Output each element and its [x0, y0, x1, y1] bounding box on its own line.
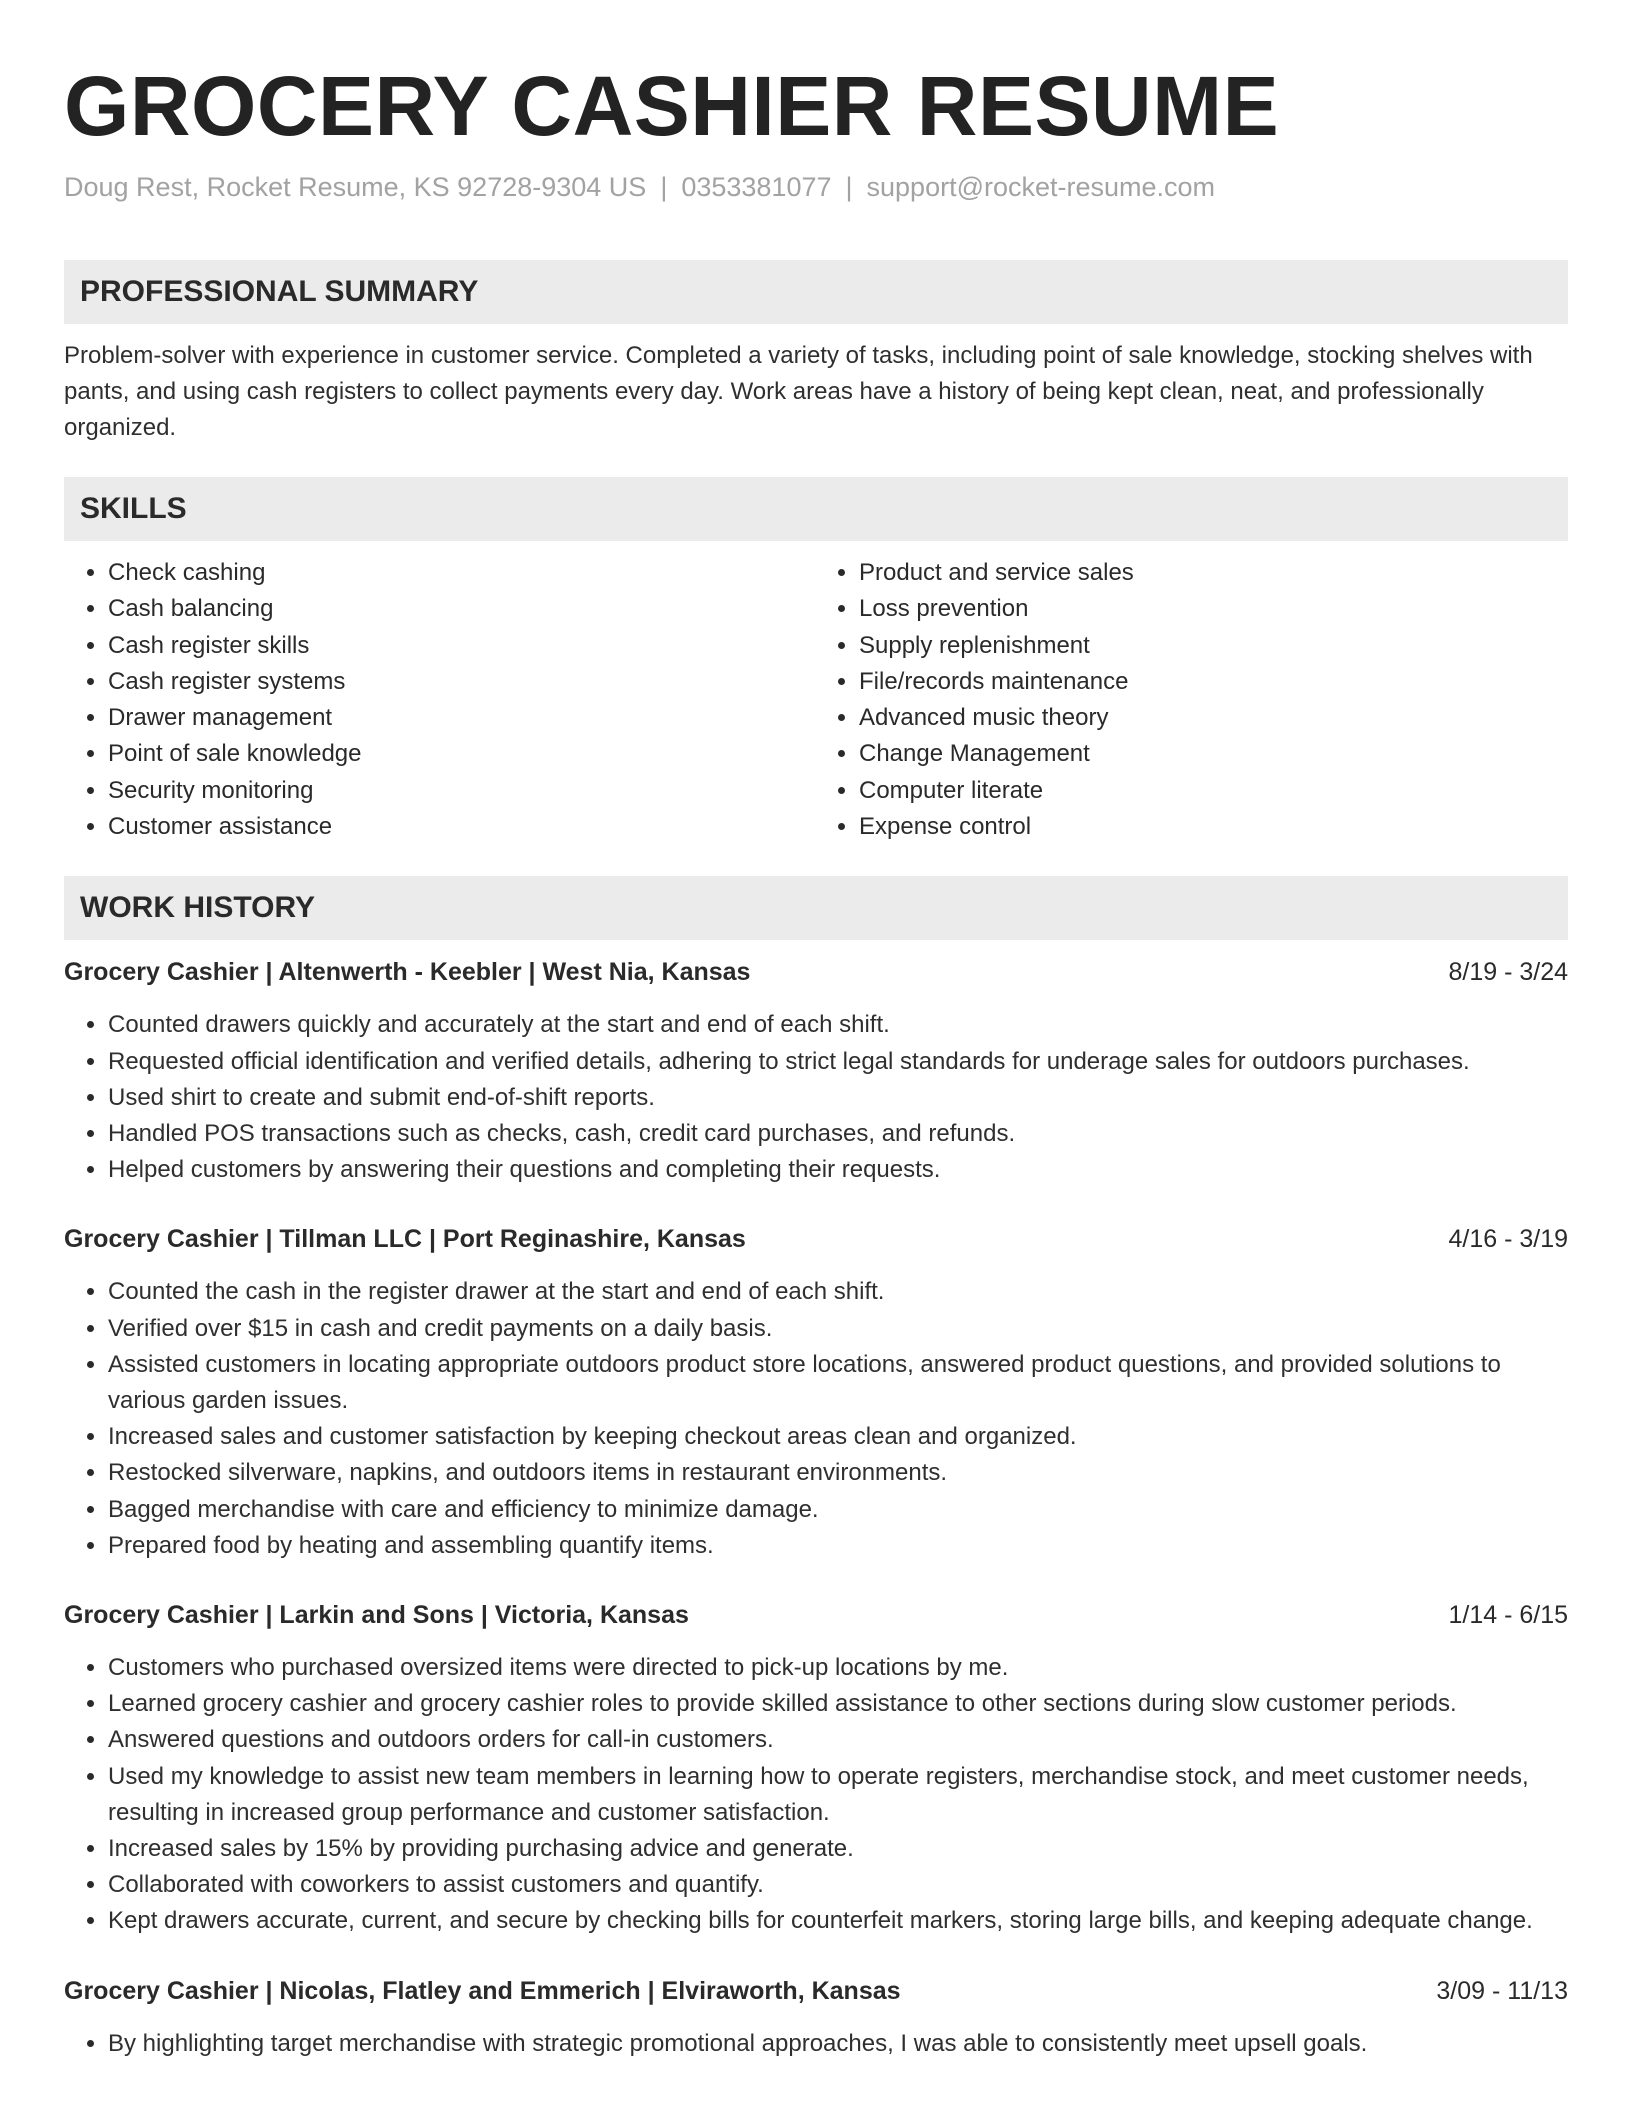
- job-bullet: • Assisted customers in locating appropriate outdoors product store locations, answered product questions, and provided solutions to various garden issues.: [108, 1347, 1568, 1419]
- job-title: Grocery Cashier | Altenwerth - Keebler | West Nia, Kansas: [64, 958, 751, 987]
- contact-phone: 0353381077: [681, 172, 832, 202]
- job-bullets: [64, 2026, 1568, 2062]
- job-bullet: • Customers who purchased oversized items were directed to pick-up locations by me.: [108, 1650, 1568, 1686]
- skill-item: • Computer literate: [859, 773, 1568, 809]
- job-bullet: • Counted drawers quickly and accurately at the start and end of each shift.: [108, 1007, 1568, 1043]
- job-bullet: • Verified over $15 in cash and credit payments on a daily basis.: [108, 1311, 1568, 1347]
- job-bullet: • Requested official identification and verified details, adhering to strict legal standards for underage sales for outdoors purchases.: [108, 1044, 1568, 1080]
- skill-item: • Expense control: [859, 809, 1568, 845]
- job-bullet: • Used shirt to create and submit end-of-shift reports.: [108, 1080, 1568, 1116]
- job-bullet: • Restocked silverware, napkins, and outdoors items in restaurant environments.: [108, 1455, 1568, 1491]
- job-header: [64, 1221, 1568, 1257]
- skill-item: • File/records maintenance: [859, 664, 1568, 700]
- job-entry: [64, 1597, 1568, 1940]
- skill-item: • Security monitoring: [108, 773, 817, 809]
- contact-address: Doug Rest, Rocket Resume, KS 92728-9304 US: [64, 172, 647, 202]
- skill-item: • Check cashing: [108, 555, 817, 591]
- job-title: Grocery Cashier | Larkin and Sons | Victoria, Kansas: [64, 1601, 689, 1630]
- skill-item: • Customer assistance: [108, 809, 817, 845]
- skill-item: • Advanced music theory: [859, 700, 1568, 736]
- job-dates: 4/16 - 3/19: [1448, 1225, 1568, 1254]
- job-bullet: • Increased sales and customer satisfaction by keeping checkout areas clean and organized.: [108, 1419, 1568, 1455]
- contact-email: support@rocket-resume.com: [866, 172, 1216, 202]
- section-header-summary: PROFESSIONAL SUMMARY: [64, 260, 1568, 324]
- skill-item: • Cash register systems: [108, 664, 817, 700]
- skill-item: • Supply replenishment: [859, 628, 1568, 664]
- job-bullet: • By highlighting target merchandise with strategic promotional approaches, I was able to consistently meet upsell goals.: [108, 2026, 1568, 2062]
- skill-item: • Product and service sales: [859, 555, 1568, 591]
- job-bullets: [64, 1650, 1568, 1940]
- contact-separator: |: [660, 172, 668, 202]
- summary-text: Problem-solver with experience in customer service. Completed a variety of tasks, including point of sale knowledge, stocking shelves with pants, and using cash registers to collect payments every day. Work areas have a history of being kept clean, neat, and professionally organized.: [64, 342, 1533, 441]
- skill-item: • Cash register skills: [108, 628, 817, 664]
- job-bullet: • Bagged merchandise with care and efficiency to minimize damage.: [108, 1492, 1568, 1528]
- skill-item: • Point of sale knowledge: [108, 736, 817, 772]
- job-bullets: [64, 1274, 1568, 1564]
- skill-item: • Loss prevention: [859, 591, 1568, 627]
- skill-item: • Cash balancing: [108, 591, 817, 627]
- job-title: Grocery Cashier | Nicolas, Flatley and Emmerich | Elviraworth, Kansas: [64, 1976, 901, 2005]
- job-bullet: • Learned grocery cashier and grocery cashier roles to provide skilled assistance to other sections during slow customer periods.: [108, 1686, 1568, 1722]
- job-bullet: • Handled POS transactions such as checks, cash, credit card purchases, and refunds.: [108, 1116, 1568, 1152]
- job-header: [64, 1597, 1568, 1633]
- job-dates: 1/14 - 6/15: [1448, 1601, 1568, 1630]
- job-entry: [64, 1221, 1568, 1564]
- job-entry: [64, 954, 1568, 1188]
- job-bullet: • Counted the cash in the register drawer at the start and end of each shift.: [108, 1274, 1568, 1310]
- job-header: [64, 954, 1568, 990]
- job-bullet: • Used my knowledge to assist new team members in learning how to operate registers, merchandise stock, and meet customer needs, resulting in increased group performance and customer satisfaction.: [108, 1759, 1568, 1831]
- job-bullet: • Collaborated with coworkers to assist customers and quantify.: [108, 1867, 1568, 1903]
- contact-separator: |: [845, 172, 853, 202]
- skills-list-left: [64, 555, 817, 845]
- resume-page: [64, 0, 1568, 2062]
- resume-title: GROCERY CASHIER RESUME: [64, 59, 1280, 153]
- section-header-skills: SKILLS: [64, 477, 1568, 541]
- job-bullet: • Prepared food by heating and assembling quantify items.: [108, 1528, 1568, 1564]
- job-entry: [64, 1973, 1568, 2062]
- job-bullet: • Kept drawers accurate, current, and secure by checking bills for counterfeit markers, storing large bills, and keeping adequate change.: [108, 1903, 1568, 1939]
- contact-line: [64, 170, 1568, 204]
- section-header-work-history: WORK HISTORY: [64, 876, 1568, 940]
- job-dates: 3/09 - 11/13: [1436, 1976, 1568, 2005]
- job-dates: 8/19 - 3/24: [1448, 958, 1568, 987]
- skills-list-right: [817, 555, 1568, 845]
- job-bullet: • Answered questions and outdoors orders for call-in customers.: [108, 1722, 1568, 1758]
- job-title: Grocery Cashier | Tillman LLC | Port Reginashire, Kansas: [64, 1225, 746, 1254]
- job-bullets: [64, 1007, 1568, 1188]
- job-header: [64, 1973, 1568, 2009]
- skills-columns: [64, 555, 1568, 845]
- job-bullet: • Increased sales by 15% by providing purchasing advice and generate.: [108, 1831, 1568, 1867]
- skill-item: • Drawer management: [108, 700, 817, 736]
- skill-item: • Change Management: [859, 736, 1568, 772]
- job-bullet: • Helped customers by answering their questions and completing their requests.: [108, 1152, 1568, 1188]
